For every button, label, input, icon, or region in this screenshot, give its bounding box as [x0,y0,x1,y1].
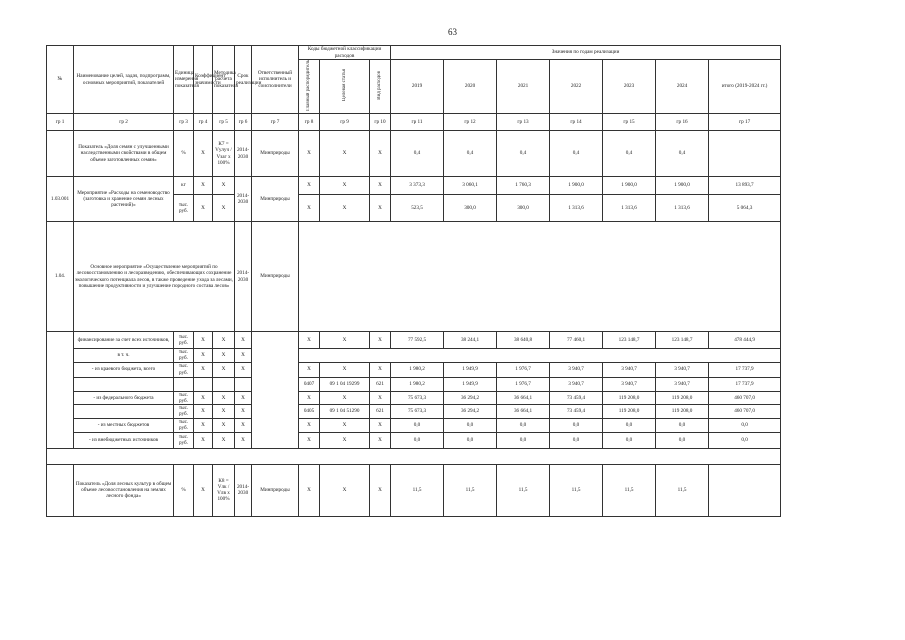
value-cell: 3 940,7 [603,377,656,391]
indicator-resp: Минприроды [252,464,299,516]
fin-method: X [213,332,235,349]
page-number: 63 [448,27,457,37]
code-cell: X [370,177,391,195]
value-cell: 119 208,0 [656,405,709,418]
indicator-unit: % [174,464,194,516]
value-cell: 1 900,0 [656,177,709,195]
code-cell: X [370,332,391,349]
total-cell: 17 737,9 [709,377,781,391]
value-cell: 0,0 [497,418,550,432]
fin-row [47,391,781,404]
total-cell: 460 707,0 [709,391,781,404]
fin-coef: X [194,418,213,432]
colnum: гр 9 [320,114,370,131]
fin-coef: X [194,432,213,448]
code-cell: X [299,432,320,448]
fin-unit: тыс. руб. [174,362,194,377]
code-cell: X [320,432,370,448]
fin-coef: X [194,391,213,404]
fin-row [47,432,781,448]
value-cell: 3 940,7 [603,362,656,377]
value-cell: 0,0 [550,418,603,432]
colnum: гр 7 [252,114,299,131]
value-cell: 0,0 [656,432,709,448]
value-cell: 36 664,1 [497,391,550,404]
code-cell: X [370,464,391,516]
value-cell: 523,5 [391,195,444,222]
code-cell: X [320,332,370,349]
fin-unit: тыс. руб. [174,391,194,404]
code-cell: X [320,362,370,377]
cell-empty [74,377,174,391]
value-cell: 75 673,3 [391,405,444,418]
measure-term: 2014-2030 [235,177,252,222]
spacer-row [47,448,781,464]
total-cell: 0,0 [709,418,781,432]
cell-empty [47,448,781,464]
value-cell: 3 940,7 [550,377,603,391]
header-code-cs-text: Целевая статья [341,69,347,102]
value-cell: 0,0 [497,432,550,448]
main-measure-row [47,222,781,332]
fin-row [47,332,781,349]
value-cell: 38 640,8 [497,332,550,349]
total-cell: 460 707,0 [709,405,781,418]
value-cell: 3 373,3 [391,177,444,195]
cell-empty [299,349,781,362]
indicator-coef: X [194,464,213,516]
value-cell: 3 940,7 [656,362,709,377]
header-values: Значения по годам реализации [391,46,781,60]
program-table [46,45,781,517]
fin-unit: тыс. руб. [174,418,194,432]
code-cell: 621 [370,377,391,391]
fin-unit: тыс. руб. [174,432,194,448]
measure-coef: X [194,177,213,195]
colnum: гр 16 [656,114,709,131]
code-cell: X [299,177,320,195]
fin-term: X [235,432,252,448]
colnum: гр 13 [497,114,550,131]
code-cell: X [320,391,370,404]
indicator-unit: % [174,131,194,177]
code-cell: X [299,195,320,222]
measure-name: Мероприятие «Расходы на семеноводство (заготовка и хранение семян лесных растений)» [74,177,174,222]
colnum: гр 14 [550,114,603,131]
fin-method: X [213,405,235,418]
colnum: гр 4 [194,114,213,131]
value-cell: 11,5 [444,464,497,516]
header-term: Срок реализации [235,46,252,114]
value-cell: 73 459,4 [550,405,603,418]
value-cell: 0,4 [444,131,497,177]
measure-resp: Минприроды [252,177,299,222]
indicator-coef: X [194,131,213,177]
main-measure-blank [299,222,781,332]
fin-label: - из федерального бюджета [74,391,174,404]
total-cell: 13 893,7 [709,177,781,195]
fin-term: X [235,391,252,404]
colnum: гр 17 [709,114,781,131]
fin-coef: X [194,349,213,362]
main-measure-resp: Минприроды [252,222,299,332]
total-cell: 478 444,9 [709,332,781,349]
fin-method: X [213,418,235,432]
code-cell: X [320,418,370,432]
cell-empty [174,377,194,391]
measure-coef: X [194,195,213,222]
value-cell: 1 980,2 [391,362,444,377]
colnum: гр 11 [391,114,444,131]
value-cell: 36 294,2 [444,405,497,418]
header-code-vr [370,60,391,114]
total-cell [709,131,781,177]
code-cell: X [370,362,391,377]
code-cell: X [299,464,320,516]
cell-empty [47,131,74,177]
code-cell: 09 1 04 51290 [320,405,370,418]
code-cell: X [370,391,391,404]
indicator-method: К7 = Vулуч / Vзаг x 100% [213,131,235,177]
fin-term: X [235,349,252,362]
value-cell: 1 980,2 [391,377,444,391]
value-cell: 0,0 [656,418,709,432]
header-codes: Коды бюджетной классификации расходов [299,46,391,60]
indicator-row-2 [47,464,781,516]
fin-unit: тыс. руб. [174,332,194,349]
header-year: 2022 [550,60,603,114]
header-code-vr-text: Вид расходов [377,71,383,100]
fin-term: X [235,405,252,418]
fin-method: X [213,432,235,448]
colnum: гр 3 [174,114,194,131]
value-cell: 119 208,0 [656,391,709,404]
colnum: гр 10 [370,114,391,131]
code-cell: X [320,195,370,222]
indicator-row-1 [47,131,781,177]
header-year: 2019 [391,60,444,114]
value-cell: 1 313,6 [550,195,603,222]
value-cell: 0,0 [391,432,444,448]
value-cell: 123 148,7 [603,332,656,349]
header-unit: Единица измерения показателя [174,46,194,114]
value-cell: 77 460,1 [550,332,603,349]
fin-label: - из краевого бюджета, всего [74,362,174,377]
indicator-resp: Минприроды [252,131,299,177]
header-code-grbs [299,60,320,114]
total-cell: 0,0 [709,432,781,448]
header-name: Наименование целей, задач, подпрограмм, основных мероприятий, показателей [74,46,174,114]
indicator-method: К8 = Vлк / Vлв x 100% [213,464,235,516]
header-year: 2024 [656,60,709,114]
value-cell: 1 760,3 [497,177,550,195]
main-measure-name: Основное мероприятие «Осуществление мероприятий по лесовосстановлению и лесоразведению, обеспечивающих сохранение экологического потенциала лесов, в также проведение ухода за лесами, повышение продуктивности и улучшение породного состава лесов» [74,222,235,332]
fin-row [47,377,781,391]
value-cell: 1 949,9 [444,377,497,391]
header-coef: Коэффициент значимости [194,46,213,114]
colnum: гр 5 [213,114,235,131]
value-cell: 0,4 [550,131,603,177]
header-no: № [47,46,74,114]
measure-row-a [47,177,781,195]
code-cell: X [320,464,370,516]
fin-row [47,418,781,432]
colnum: гр 2 [74,114,174,131]
value-cell: 119 208,0 [603,391,656,404]
code-cell: X [370,131,391,177]
fin-label: - из внебюджетных источников [74,432,174,448]
indicator-name: Показатель «Доля семян с улучшенными наследственными свойствами в общем объеме заготовленных семян» [74,131,174,177]
value-cell: 300,0 [444,195,497,222]
cell-empty [252,332,299,448]
indicator-name: Показатель «Доля лесных культур в общем объеме лесовосстановления на землях лесного фонда» [74,464,174,516]
value-cell: 3 940,7 [550,362,603,377]
value-cell: 1 313,6 [656,195,709,222]
value-cell: 1 949,9 [444,362,497,377]
value-cell: 36 664,1 [497,405,550,418]
value-cell: 1 976,7 [497,377,550,391]
measure-unit: тыс. руб. [174,195,194,222]
fin-method: X [213,349,235,362]
fin-row [47,362,781,377]
fin-label: в т. ч. [74,349,174,362]
code-cell: X [299,362,320,377]
value-cell: 0,4 [497,131,550,177]
code-cell: X [320,177,370,195]
fin-term: X [235,418,252,432]
fin-method: X [213,391,235,404]
value-cell: 1 313,6 [603,195,656,222]
value-cell: 0,0 [603,418,656,432]
code-cell: 09 1 04 19299 [320,377,370,391]
value-cell: 0,0 [550,432,603,448]
header-year: 2021 [497,60,550,114]
header-resp: Ответственный исполнитель и соисполнители [252,46,299,114]
value-cell: 0,4 [603,131,656,177]
cell-empty [235,377,252,391]
colnum: гр 6 [235,114,252,131]
fin-row [47,349,781,362]
value-cell: 11,5 [550,464,603,516]
code-cell: 621 [370,405,391,418]
value-cell: 1 900,0 [603,177,656,195]
indicator-term: 2014-2030 [235,464,252,516]
code-cell: X [370,432,391,448]
measure-unit: кг [174,177,194,195]
colnum: гр 15 [603,114,656,131]
fin-term: X [235,362,252,377]
colnum: гр 12 [444,114,497,131]
value-cell: 77 592,5 [391,332,444,349]
value-cell: 11,5 [391,464,444,516]
value-cell: 123 148,7 [656,332,709,349]
fin-term: X [235,332,252,349]
value-cell: 11,5 [497,464,550,516]
code-cell: 0407 [299,377,320,391]
fin-unit: тыс. руб. [174,349,194,362]
code-cell: X [320,131,370,177]
fin-coef: X [194,362,213,377]
fin-row [47,405,781,418]
header-row-1 [47,46,781,60]
value-cell: 119 208,0 [603,405,656,418]
value-cell: 11,5 [656,464,709,516]
value-cell: 0,4 [391,131,444,177]
value-cell: 1 976,7 [497,362,550,377]
header-year: 2023 [603,60,656,114]
value-cell: 73 459,4 [550,391,603,404]
value-cell: 38 244,1 [444,332,497,349]
value-cell: 75 673,3 [391,391,444,404]
fin-label: финансирование за счет всех источников, [74,332,174,349]
header-method: Методика расчета показателя [213,46,235,114]
colnum-row [47,114,781,131]
code-cell: X [370,195,391,222]
fin-coef: X [194,332,213,349]
cell-empty [213,377,235,391]
value-cell: 3 060,1 [444,177,497,195]
value-cell: 0,0 [444,432,497,448]
value-cell: 300,0 [497,195,550,222]
fin-coef: X [194,405,213,418]
fin-unit: тыс. руб. [174,405,194,418]
cell-empty [47,332,74,448]
colnum: гр 8 [299,114,320,131]
code-cell: 0405 [299,405,320,418]
value-cell: 0,0 [391,418,444,432]
value-cell: 3 940,7 [656,377,709,391]
code-cell: X [370,418,391,432]
header-code-cs [320,60,370,114]
header-total: итого (2019-2024 гг.) [709,60,781,114]
value-cell: 0,0 [603,432,656,448]
value-cell: 36 294,2 [444,391,497,404]
value-cell: 11,5 [603,464,656,516]
total-cell [709,464,781,516]
indicator-term: 2014-2030 [235,131,252,177]
value-cell: 0,4 [656,131,709,177]
fin-label [74,405,174,418]
total-cell: 5 064,3 [709,195,781,222]
header-year: 2020 [444,60,497,114]
colnum: гр 1 [47,114,74,131]
total-cell: 17 737,9 [709,362,781,377]
fin-label: - из местных бюджетов [74,418,174,432]
cell-empty [194,377,213,391]
code-cell: X [299,332,320,349]
cell-empty [47,464,74,516]
main-measure-no: 1.04. [47,222,74,332]
fin-method: X [213,362,235,377]
value-cell: 1 900,0 [550,177,603,195]
measure-method: X [213,195,235,222]
code-cell: X [299,418,320,432]
measure-no: 1.03.001 [47,177,74,222]
code-cell: X [299,391,320,404]
measure-method: X [213,177,235,195]
header-code-grbs-text: Главный распорядитель [306,60,311,111]
value-cell: 0,0 [444,418,497,432]
main-measure-term: 2014-2030 [235,222,252,332]
code-cell: X [299,131,320,177]
